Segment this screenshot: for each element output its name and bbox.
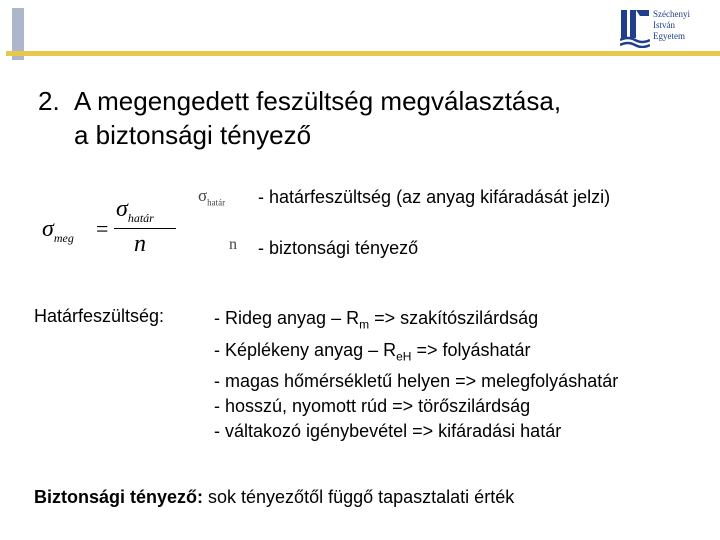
logo-line-2: István [653, 20, 675, 30]
slide-title [38, 84, 561, 152]
list-item: - Rideg anyag – $R_m$ => szakítószilárdság [214, 308, 539, 332]
logo-mark-icon [620, 8, 650, 48]
formula-denominator: n [134, 230, 146, 257]
formula-numerator: $\sigma_{határ}$ [116, 196, 154, 225]
definition-safety-factor: - biztonsági tényező [258, 238, 419, 258]
formula-lhs: $\sigma_{meg}$ [42, 216, 74, 245]
list-item: - magas hőmérsékletű helyen => melegfolyáshatár [214, 371, 619, 392]
fraction-line [114, 228, 176, 229]
logo-text [653, 9, 690, 42]
title-line-1: A megengedett feszültség megválasztása, [74, 86, 562, 116]
limit-stress-list [214, 306, 618, 444]
title-line-2: a biztonsági tényező [74, 120, 312, 150]
formula-fraction [114, 196, 176, 258]
safety-factor-note [34, 487, 514, 508]
definition-limit-stress: - határfeszültség (az anyag kifáradását jelzi) [258, 187, 611, 207]
logo-line-1: Széchenyi [653, 9, 690, 19]
safety-factor-text: sok tényezőtől függő tapasztalati érték [203, 487, 515, 507]
header-accent-bar [6, 51, 720, 56]
list-item: - hosszú, nyomott rúd => törőszilárdság [214, 396, 531, 417]
safety-factor-label: Biztonsági tényező: [34, 487, 204, 507]
allowable-stress-formula [40, 196, 190, 266]
university-logo [620, 6, 716, 50]
definition-symbol-n: n [229, 236, 237, 253]
logo-line-3: Egyetem [653, 31, 685, 41]
list-item: - Képlékeny anyag – $R_{eH}$ => folyáshatár [214, 339, 531, 364]
list-item: - váltakozó igénybevétel => kifáradási határ [214, 421, 562, 442]
formula-equals: = [96, 216, 109, 241]
limit-stress-label: Határfeszültség: [34, 306, 165, 326]
title-number: 2. [38, 86, 60, 116]
definition-symbol-sigma: $\sigma_{határ}$ [198, 186, 226, 208]
